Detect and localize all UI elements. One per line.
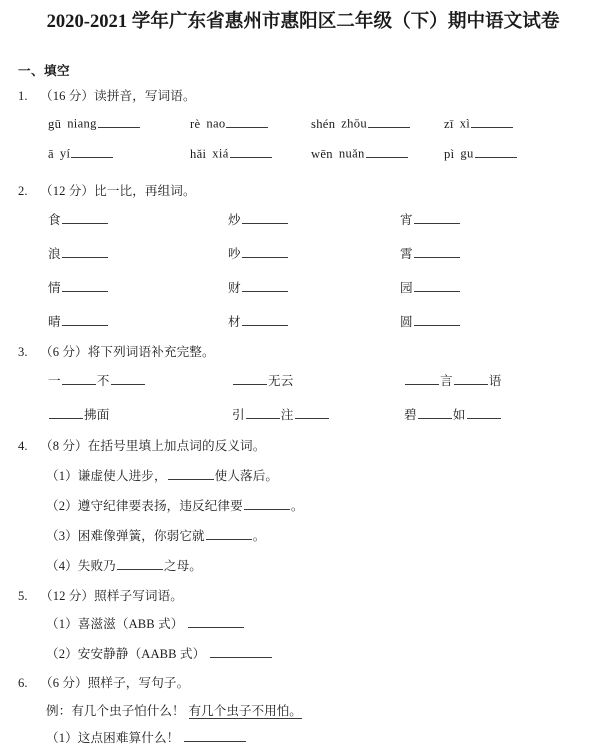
- char-word-item: [228, 209, 289, 228]
- answer-blank[interactable]: [62, 245, 108, 258]
- idiom-part-a: 引: [232, 408, 245, 422]
- answer-blank[interactable]: [414, 313, 460, 326]
- idiom-item: [404, 404, 502, 423]
- idiom-part-b: 言: [440, 374, 453, 388]
- answer-blank[interactable]: [188, 615, 244, 628]
- example-prompt: 有几个虫子怕什么！: [71, 704, 185, 718]
- sub-text-post: 。: [252, 529, 266, 543]
- answer-blank[interactable]: [98, 115, 140, 128]
- question-5-number: 5.: [18, 589, 28, 603]
- question-5-sub-2: [46, 643, 273, 662]
- sub-text-pre: 喜滋滋（ABB 式）: [77, 617, 184, 631]
- pinyin-item: [48, 145, 114, 162]
- sub-label: （2）: [46, 647, 78, 661]
- answer-blank[interactable]: [117, 557, 163, 570]
- char-label: 晴: [48, 315, 61, 329]
- char-word-item: [400, 243, 461, 262]
- pinyin-syllable-1: gū: [48, 116, 62, 131]
- sub-label: （4）: [46, 559, 78, 573]
- idiom-item: [232, 404, 330, 423]
- pinyin-syllable-2: yí: [59, 146, 71, 161]
- pinyin-item: [444, 115, 514, 132]
- char-word-item: [48, 209, 109, 228]
- question-6-sub-1: [46, 727, 247, 746]
- char-label: 食: [48, 213, 61, 227]
- sub-text-post: 使人落后。: [214, 469, 279, 483]
- pinyin-item: [311, 145, 409, 162]
- question-6-example: [46, 700, 302, 719]
- idiom-part-b: 拂面: [84, 408, 110, 422]
- question-4-number: 4.: [18, 439, 28, 453]
- sub-label: （1）: [46, 469, 78, 483]
- answer-blank[interactable]: [242, 313, 288, 326]
- pinyin-syllable-2: nuǎn: [338, 146, 365, 161]
- pinyin-syllable-2: xiá: [212, 146, 229, 161]
- question-3-text: （6 分）将下列词语补充完整。: [40, 345, 215, 359]
- pinyin-syllable-1: hǎi: [190, 146, 207, 161]
- question-4-sub-3: [46, 525, 265, 544]
- pinyin-item: [48, 115, 141, 132]
- sub-label: （1）: [46, 617, 78, 631]
- char-word-item: [48, 277, 109, 296]
- char-word-item: [228, 277, 289, 296]
- question-4-stem: [18, 435, 265, 454]
- question-1-number: 1.: [18, 89, 28, 103]
- char-word-item: [400, 209, 461, 228]
- question-2-text: （12 分）比一比，再组词。: [40, 184, 196, 198]
- pinyin-item: [190, 115, 269, 132]
- answer-blank[interactable]: [467, 406, 501, 419]
- answer-blank[interactable]: [242, 279, 288, 292]
- pinyin-syllable-1: rè: [190, 116, 201, 131]
- sub-text-pre: 谦虚使人进步，: [77, 469, 167, 483]
- pinyin-syllable-2: nao: [206, 116, 226, 131]
- section-heading: 一、填空: [18, 64, 70, 78]
- answer-blank[interactable]: [71, 145, 113, 158]
- sub-text-pre: 失败乃: [77, 559, 116, 573]
- question-2-number: 2.: [18, 184, 28, 198]
- answer-blank[interactable]: [226, 115, 268, 128]
- answer-blank[interactable]: [454, 372, 488, 385]
- pinyin-syllable-2: zhōu: [341, 116, 367, 131]
- idiom-part-b: 注: [280, 408, 294, 422]
- answer-blank[interactable]: [295, 406, 329, 419]
- sub-text-pre: 困难像弹簧，你弱它就: [77, 529, 205, 543]
- question-3-number: 3.: [18, 345, 28, 359]
- answer-blank[interactable]: [184, 729, 246, 742]
- sub-text-pre: 这点困难算什么！: [77, 731, 180, 745]
- pinyin-syllable-1: pì: [444, 146, 455, 161]
- answer-blank[interactable]: [471, 115, 513, 128]
- question-6-stem: [18, 672, 189, 691]
- idiom-part-b: 如: [452, 408, 466, 422]
- sub-text-pre: 安安静静（AABB 式）: [77, 647, 206, 661]
- answer-blank[interactable]: [414, 245, 460, 258]
- sub-label: （1）: [46, 731, 78, 745]
- pinyin-syllable-1: ā: [48, 146, 54, 161]
- pinyin-syllable-1: wēn: [311, 146, 333, 161]
- answer-blank[interactable]: [62, 372, 96, 385]
- sub-text-post: 之母。: [163, 559, 202, 573]
- answer-blank[interactable]: [62, 313, 108, 326]
- char-label: 园: [400, 281, 413, 295]
- question-1-stem: [18, 85, 196, 104]
- pinyin-item: [311, 115, 411, 132]
- answer-blank[interactable]: [366, 145, 408, 158]
- question-6-number: 6.: [18, 676, 28, 690]
- question-4-sub-4: [46, 555, 202, 574]
- question-4-text: （8 分）在括号里填上加点词的反义词。: [40, 439, 266, 453]
- pinyin-syllable-2: gu: [460, 146, 474, 161]
- question-4-sub-1: [46, 465, 278, 484]
- char-word-item: [400, 311, 461, 330]
- idiom-part-b: 无云: [268, 374, 294, 388]
- question-4-sub-2: [46, 495, 304, 514]
- char-label: 宵: [400, 213, 413, 227]
- char-word-item: [400, 277, 461, 296]
- char-label: 浪: [48, 247, 61, 261]
- idiom-item: [48, 370, 146, 389]
- answer-blank[interactable]: [246, 406, 280, 419]
- answer-blank[interactable]: [62, 279, 108, 292]
- answer-blank[interactable]: [206, 527, 252, 540]
- example-label: 例：: [46, 704, 72, 718]
- question-3-stem: [18, 341, 215, 360]
- sub-text-post: 。: [290, 499, 304, 513]
- answer-blank[interactable]: [242, 211, 288, 224]
- char-label: 炒: [228, 213, 241, 227]
- idiom-item: [48, 404, 110, 423]
- question-2-stem: [18, 180, 196, 199]
- pinyin-syllable-2: xì: [459, 116, 471, 131]
- char-word-item: [48, 243, 109, 262]
- question-6-text: （6 分）照样子，写句子。: [40, 676, 190, 690]
- answer-blank[interactable]: [233, 372, 267, 385]
- answer-blank[interactable]: [168, 467, 214, 480]
- char-label: 情: [48, 281, 61, 295]
- idiom-part-a: 一: [48, 374, 61, 388]
- idiom-part-c: 语: [488, 374, 502, 388]
- answer-blank[interactable]: [242, 245, 288, 258]
- char-label: 吵: [228, 247, 241, 261]
- pinyin-item: [444, 145, 518, 162]
- idiom-item: [404, 370, 502, 389]
- answer-blank[interactable]: [475, 145, 517, 158]
- answer-blank[interactable]: [111, 372, 145, 385]
- answer-blank[interactable]: [244, 497, 290, 510]
- char-label: 材: [228, 315, 241, 329]
- sub-label: （3）: [46, 529, 78, 543]
- pinyin-syllable-2: niang: [67, 116, 97, 131]
- example-answer: 有几个虫子不用怕。: [188, 704, 302, 718]
- char-label: 圆: [400, 315, 413, 329]
- answer-blank[interactable]: [418, 406, 452, 419]
- answer-blank[interactable]: [49, 406, 83, 419]
- answer-blank[interactable]: [62, 211, 108, 224]
- char-label: 霄: [400, 247, 413, 261]
- answer-blank[interactable]: [210, 645, 272, 658]
- pinyin-syllable-1: shén: [311, 116, 336, 131]
- sub-text-pre: 遵守纪律要表扬，违反纪律要: [77, 499, 243, 513]
- char-word-item: [228, 311, 289, 330]
- idiom-part-a: 碧: [404, 408, 417, 422]
- answer-blank[interactable]: [414, 211, 460, 224]
- page-title: 2020-2021 学年广东省惠州市惠阳区二年级（下）期中语文试卷: [46, 11, 560, 32]
- answer-blank[interactable]: [414, 279, 460, 292]
- idiom-item: [232, 370, 294, 389]
- question-5-text: （12 分）照样子写词语。: [40, 589, 183, 603]
- char-word-item: [228, 243, 289, 262]
- answer-blank[interactable]: [405, 372, 439, 385]
- char-word-item: [48, 311, 109, 330]
- pinyin-syllable-1: zī: [444, 116, 454, 131]
- question-1-text: （16 分）读拼音，写词语。: [40, 89, 196, 103]
- question-5-stem: [18, 585, 183, 604]
- pinyin-item: [190, 145, 273, 162]
- idiom-part-b: 不: [96, 374, 110, 388]
- sub-label: （2）: [46, 499, 78, 513]
- question-5-sub-1: [46, 613, 245, 632]
- char-label: 财: [228, 281, 241, 295]
- answer-blank[interactable]: [368, 115, 410, 128]
- answer-blank[interactable]: [230, 145, 272, 158]
